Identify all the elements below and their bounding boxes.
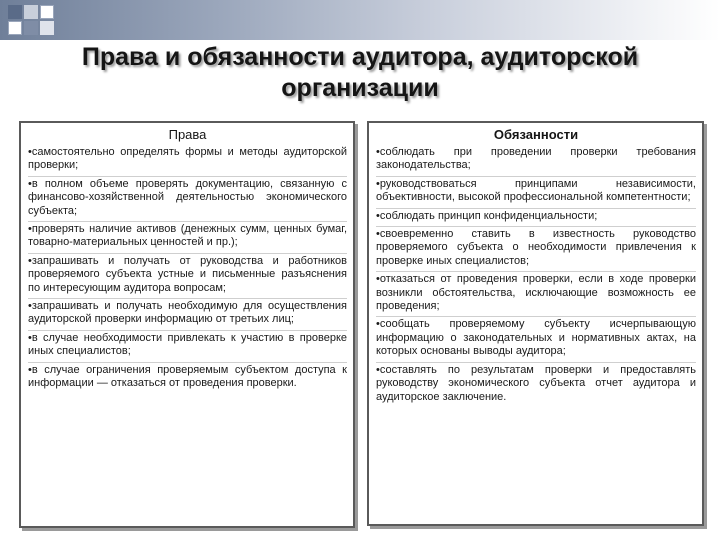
rights-heading: Права	[168, 127, 207, 142]
deco-square	[24, 21, 38, 35]
rights-item: • проверять наличие активов (денежных сумм, ценных бумаг, товарно-материальных ценностей и пр.);	[28, 222, 347, 254]
slide-title-line1: Права и обязанности аудитора, аудиторской	[81, 43, 639, 71]
decorative-squares	[6, 3, 62, 41]
header-band	[0, 0, 720, 40]
rights-item: • запрашивать и получать необходимую для осуществления аудиторской проверки информацию от третьих лиц;	[28, 299, 347, 331]
duties-heading: Обязанности	[493, 127, 579, 142]
duties-box	[367, 121, 704, 526]
deco-square	[8, 5, 22, 19]
deco-square	[40, 5, 54, 19]
slide-title	[20, 42, 700, 104]
duties-item: • отказаться от проведения проверки, если в ходе проверки возникли обстоятельства, исключающие возможность ее проведения;	[376, 272, 696, 317]
duties-item: • составлять по результатам проверки и предоставлять руководству экономического субъекта отчет аудитора и аудиторское заключение.	[376, 363, 696, 407]
duties-item: • соблюдать при проведении проверки требования законодательства;	[376, 145, 696, 177]
rights-box	[19, 121, 355, 528]
rights-item: • запрашивать и получать от руководства и работников проверяемого субъекта устные и письменные разъяснения по интересующим аудитора вопросам;	[28, 254, 347, 299]
rights-list	[28, 145, 347, 394]
duties-item: • соблюдать принцип конфиденциальности;	[376, 209, 696, 227]
duties-item: • своевременно ставить в известность руководство проверяемого субъекта о необходимости привлечения к проверке иных специалистов;	[376, 227, 696, 272]
duties-item: • сообщать проверяемому субъекту исчерпывающую информацию о законодательных и нормативных актах, на которых основаны выводы аудитора;	[376, 317, 696, 362]
deco-square	[40, 21, 54, 35]
deco-square	[24, 5, 38, 19]
slide-title-line2: организации	[281, 74, 439, 102]
deco-square	[8, 21, 22, 35]
rights-item: • в случае ограничения проверяемым субъектом доступа к информации — отказаться от проведения проверки.	[28, 363, 347, 394]
rights-item: • в полном объеме проверять документацию, связанную с финансово-хозяйственной деятельностью экономического субъекта;	[28, 177, 347, 222]
rights-item: • самостоятельно определять формы и методы аудиторской проверки;	[28, 145, 347, 177]
duties-item: • руководствоваться принципами независимости, объективности, высокой профессиональной компетентности;	[376, 177, 696, 209]
duties-list	[376, 145, 696, 407]
rights-item: • в случае необходимости привлекать к участию в проверке иных специалистов;	[28, 331, 347, 363]
